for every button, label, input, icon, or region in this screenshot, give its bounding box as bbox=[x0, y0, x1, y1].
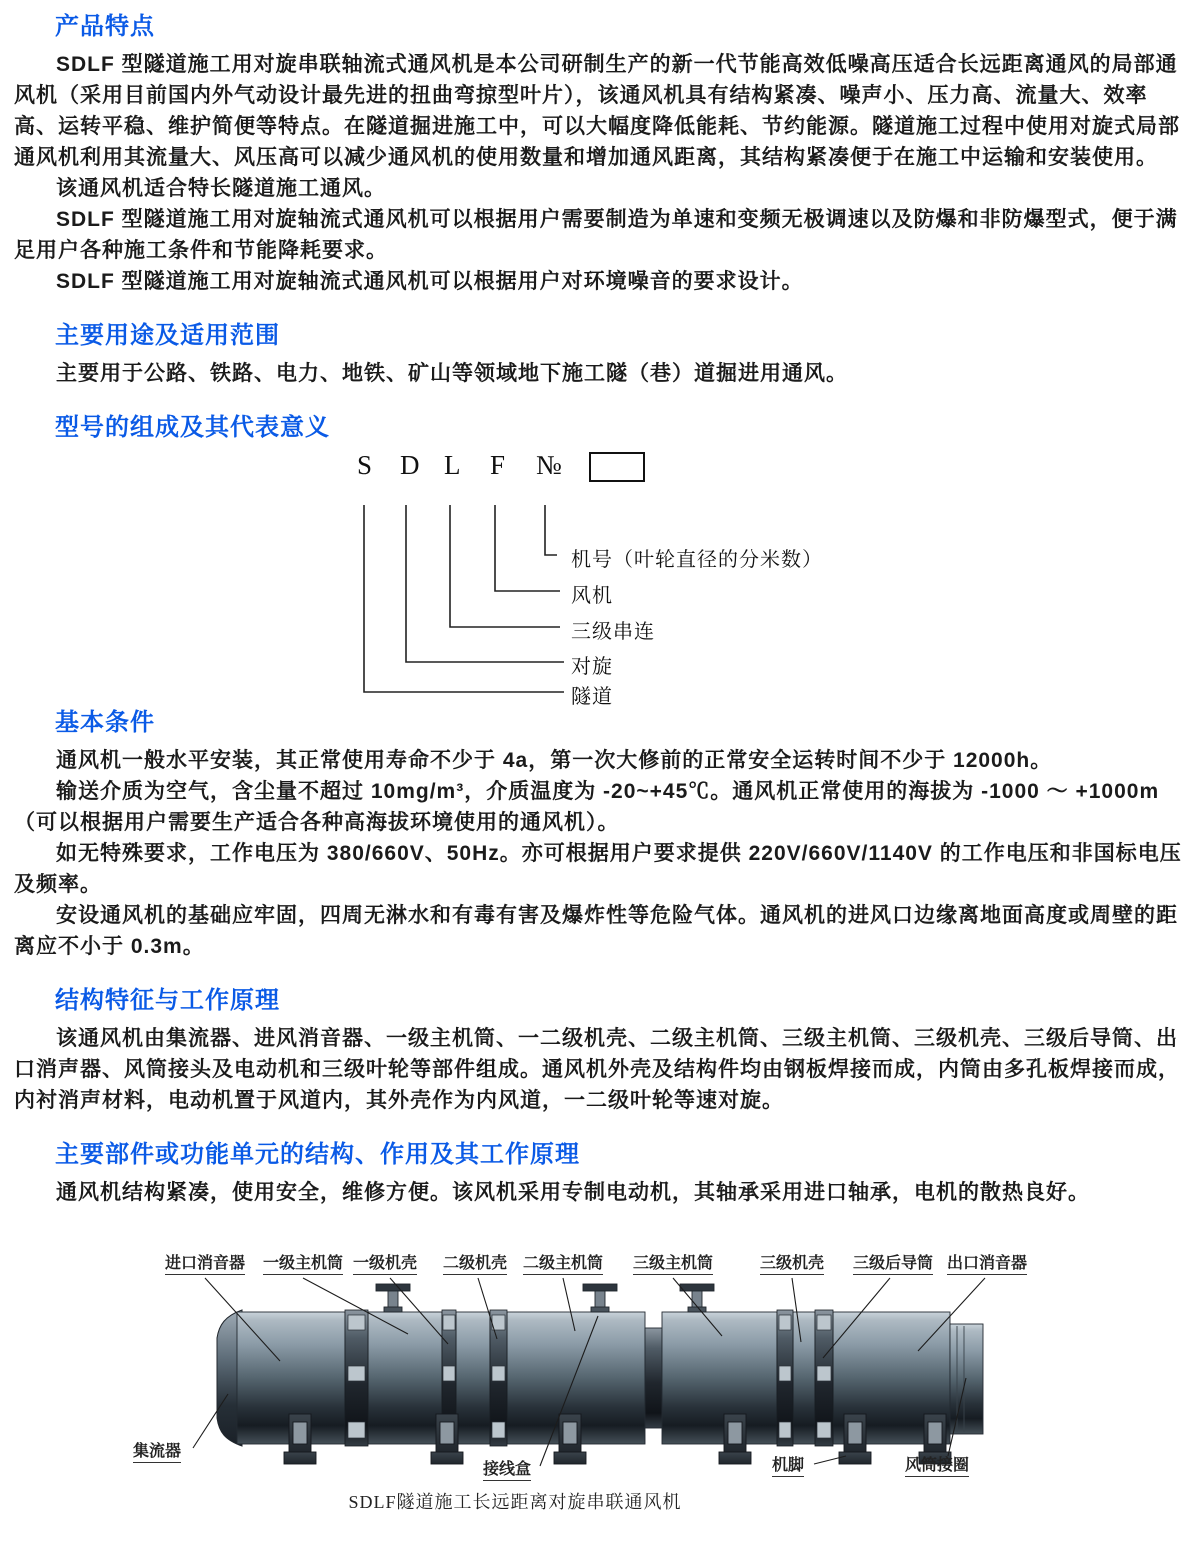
section-heading-usage: 主要用途及适用范围 bbox=[55, 322, 280, 349]
junction-boxes bbox=[376, 1284, 714, 1312]
paragraph: 通风机结构紧凑，使用安全，维修方便。该风机采用专制电动机，其轴承采用进口轴承，电机的散热良好。 bbox=[56, 1181, 1090, 1204]
section-heading-model: 型号的组成及其代表意义 bbox=[55, 414, 330, 441]
section-heading-features: 产品特点 bbox=[55, 13, 155, 40]
paragraph: 输送介质为空气，含尘量不超过 10mg/m³，介质温度为 -20~+45℃。通风机正常使用的海拔为 -1000 ～ +1000m（可以根据用户需要生产适合各种高海拔环境使用的通风机）。 bbox=[14, 780, 1160, 834]
part-label-duct-connector-ring: 风筒接圈 bbox=[905, 1456, 969, 1477]
model-letter-no: № bbox=[536, 450, 562, 480]
model-meaning-tunnel: 隧道 bbox=[571, 686, 613, 708]
model-letter-s: S bbox=[357, 450, 373, 480]
part-label-stage3-rear-guide-tube: 三级后导筒 bbox=[853, 1254, 933, 1275]
model-meaning-counter-rotating: 对旋 bbox=[571, 656, 613, 678]
part-label-stage2-main-tube: 二级主机筒 bbox=[523, 1254, 603, 1275]
model-meaning-machine-number: 机号（叶轮直径的分米数） bbox=[571, 549, 823, 571]
part-label-stage1-main-tube: 一级主机筒 bbox=[263, 1254, 343, 1275]
part-label-junction-box: 接线盒 bbox=[483, 1460, 531, 1481]
part-label-stage1-casing: 一级机壳 bbox=[353, 1254, 417, 1275]
paragraph: SDLF 型隧道施工用对旋轴流式通风机可以根据用户对环境噪音的要求设计。 bbox=[56, 270, 804, 293]
paragraph: 如无特殊要求，工作电压为 380/660V、50Hz。亦可根据用户要求提供 220V/660V/1140V 的工作电压和非国标电压及频率。 bbox=[14, 842, 1182, 896]
model-code-diagram bbox=[14, 450, 1184, 708]
section-heading-structure: 结构特征与工作原理 bbox=[55, 987, 280, 1014]
part-label-outlet-silencer: 出口消音器 bbox=[947, 1254, 1027, 1275]
section-heading-conditions: 基本条件 bbox=[55, 709, 155, 736]
paragraph: 主要用于公路、铁路、电力、地铁、矿山等领域地下施工隧（巷）道掘进用通风。 bbox=[56, 362, 848, 385]
part-label-stage2-casing: 二级机壳 bbox=[443, 1254, 507, 1275]
part-label-inlet-silencer: 进口消音器 bbox=[165, 1254, 245, 1275]
part-label-stage3-casing: 三级机壳 bbox=[760, 1254, 824, 1275]
model-meaning-three-stage: 三级串连 bbox=[571, 621, 655, 643]
part-label-machine-foot: 机脚 bbox=[772, 1456, 804, 1477]
part-label-stage3-main-tube: 三级主机筒 bbox=[633, 1254, 713, 1275]
model-number-box bbox=[589, 452, 645, 482]
paragraph: SDLF 型隧道施工用对旋串联轴流式通风机是本公司研制生产的新一代节能高效低噪高压适合长远距离通风的局部通风机（采用目前国内外气动设计最先进的扭曲弯掠型叶片），该通风机具有结构紧凑、噪声小、压力高、流量大、效率高、运转平稳、维护简便等特点。在隧道掘进施工中，可以大幅度降低能耗、节约能源。隧道施工过程中使用对旋式局部通风机利用其流量大、风压高可以减少通风机的使用数量和增加通风距离，其结构紧凑便于在施工中运输和安装使用。 bbox=[14, 53, 1180, 169]
model-meaning-fan: 风机 bbox=[571, 585, 613, 607]
fan-technical-drawing bbox=[0, 1236, 1200, 1556]
part-label-collector: 集流器 bbox=[133, 1442, 181, 1463]
figure-caption: SDLF隧道施工长远距离对旋串联通风机 bbox=[348, 1492, 682, 1512]
paragraph: 该通风机适合特长隧道施工通风。 bbox=[56, 177, 386, 200]
paragraph: 通风机一般水平安装，其正常使用寿命不少于 4a，第一次大修前的正常安全运转时间不少于 12000h。 bbox=[56, 749, 1053, 772]
section-heading-parts: 主要部件或功能单元的结构、作用及其工作原理 bbox=[55, 1141, 580, 1168]
paragraph: SDLF 型隧道施工用对旋轴流式通风机可以根据用户需要制造为单速和变频无极调速以及防爆和非防爆型式，便于满足用户各种施工条件和节能降耗要求。 bbox=[14, 208, 1178, 262]
model-letter-d: D bbox=[400, 450, 420, 480]
paragraph: 该通风机由集流器、进风消音器、一级主机筒、一二级机壳、二级主机筒、三级主机筒、三级机壳、三级后导筒、出口消声器、风筒接头及电动机和三级叶轮等部件组成。通风机外壳及结构件均由钢板焊接而成，内筒由多孔板焊接而成，内衬消声材料，电动机置于风道内，其外壳作为内风道，一二级叶轮等速对旋。 bbox=[14, 1027, 1180, 1112]
model-letter-f: F bbox=[490, 450, 506, 480]
model-letter-l: L bbox=[444, 450, 461, 480]
paragraph: 安设通风机的基础应牢固，四周无淋水和有毒有害及爆炸性等危险气体。通风机的进风口边缘离地面高度或周壁的距离应不小于 0.3m。 bbox=[14, 904, 1178, 958]
